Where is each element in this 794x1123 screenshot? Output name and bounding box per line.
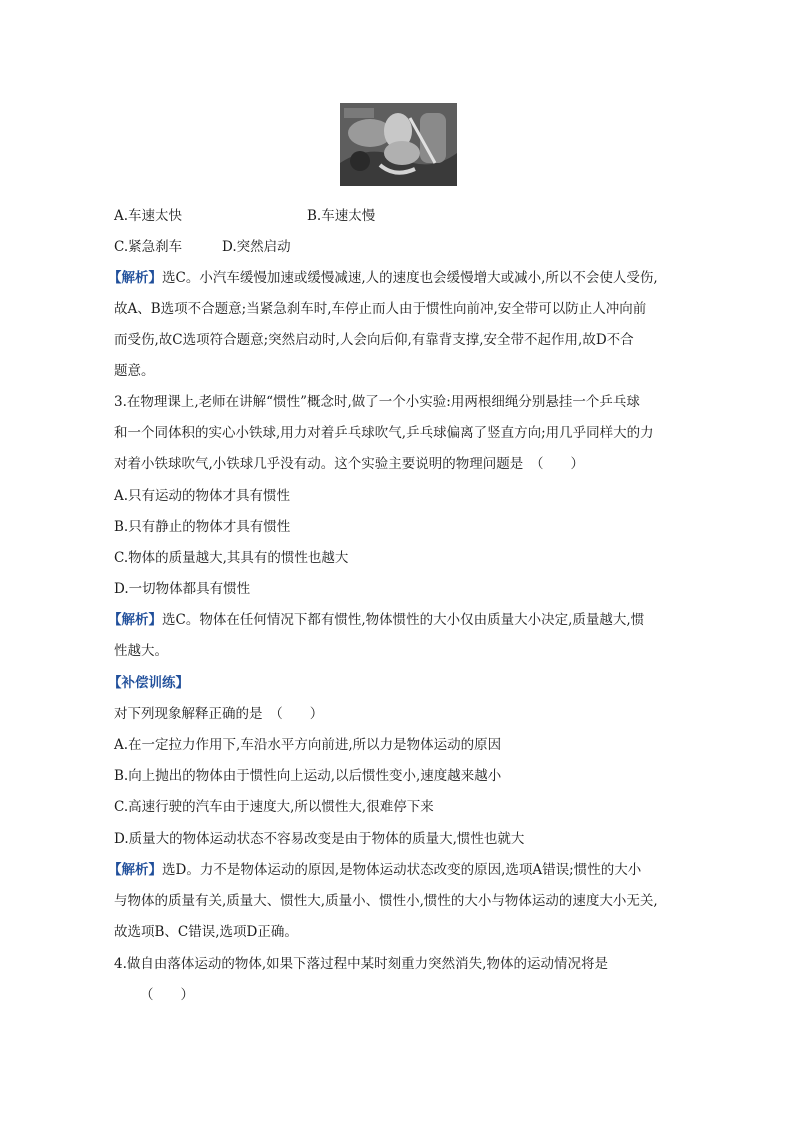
q3-option-c: C.物体的质量越大,其具有的惯性也越大: [114, 550, 349, 566]
q3-stem-line-1: 3.在物理课上,老师在讲解“惯性”概念时,做了一个小实验:用两根细绳分别悬挂一个乒乓球: [114, 394, 640, 410]
comp-option-c: C.高速行驶的汽车由于速度大,所以惯性大,很难停下来: [114, 799, 434, 815]
analysis-tag: 【解析】: [108, 612, 162, 628]
q2-option-c: C.紧急刹车: [114, 239, 183, 255]
comp-stem: 对下列现象解释正确的是 （ ）: [114, 706, 324, 722]
q4-answer-brackets: （ ）: [140, 987, 194, 1003]
q2-option-d: D.突然启动: [222, 239, 291, 255]
comp-analysis-line-3: 故选项B、C错误,选项D正确。: [114, 924, 298, 940]
q3-analysis-line-1: [108, 610, 644, 630]
comp-option-d: D.质量大的物体运动状态不容易改变是由于物体的质量大,惯性也就大: [114, 831, 525, 847]
analysis-text: 选C。物体在任何情况下都有惯性,物体惯性的大小仅由质量大小决定,质量越大,惯: [162, 612, 645, 628]
q2-analysis-line-1: [108, 268, 658, 288]
q3-stem-line-3: 对着小铁球吹气,小铁球几乎没有动。这个实验主要说明的物理问题是 （ ）: [114, 456, 585, 472]
car-interior-image: [340, 103, 457, 186]
q3-option-a: A.只有运动的物体才具有惯性: [114, 488, 291, 504]
q2-option-a: A.车速太快: [114, 208, 183, 224]
comp-analysis-line-2: 与物体的质量有关,质量大、惯性大,质量小、惯性小,惯性的大小与物体运动的速度大小无关,: [114, 893, 658, 909]
analysis-tag: 【解析】: [108, 862, 162, 878]
q2-option-b: B.车速太慢: [307, 208, 376, 224]
q4-stem-line-1: 4.做自由落体运动的物体,如果下落过程中某时刻重力突然消失,物体的运动情况将是: [114, 956, 608, 972]
comp-option-a: A.在一定拉力作用下,车沿水平方向前进,所以力是物体运动的原因: [114, 737, 502, 753]
q2-analysis-line-4: 题意。: [114, 363, 155, 379]
q2-analysis-line-3: 而受伤,故C选项符合题意;突然启动时,人会向后仰,有靠背支撑,安全带不起作用,故D不合: [114, 332, 634, 348]
q3-stem-line-2: 和一个同体积的实心小铁球,用力对着乒乓球吹气,乒乓球偏离了竖直方向;用几乎同样大的力: [114, 425, 654, 441]
analysis-tag: 【解析】: [108, 270, 162, 286]
q3-option-b: B.只有静止的物体才具有惯性: [114, 519, 291, 535]
q3-analysis-line-2: 性越大。: [114, 643, 168, 659]
analysis-text: 选C。小汽车缓慢加速或缓慢减速,人的速度也会缓慢增大或减小,所以不会使人受伤,: [162, 270, 658, 286]
comp-tag-text: 【补偿训练】: [108, 675, 189, 691]
q3-option-d: D.一切物体都具有惯性: [114, 581, 251, 597]
q2-analysis-line-2: 故A、B选项不合题意;当紧急刹车时,车停止而人由于惯性向前冲,安全带可以防止人冲向前: [114, 301, 647, 317]
comp-option-b: B.向上抛出的物体由于惯性向上运动,以后惯性变小,速度越来越小: [114, 768, 502, 784]
compensation-training-tag: [108, 673, 189, 693]
car-seatbelt-photo: [340, 103, 457, 186]
comp-analysis-line-1: [108, 860, 641, 880]
analysis-text: 选D。力不是物体运动的原因,是物体运动状态改变的原因,选项A错误;惯性的大小: [162, 862, 642, 878]
